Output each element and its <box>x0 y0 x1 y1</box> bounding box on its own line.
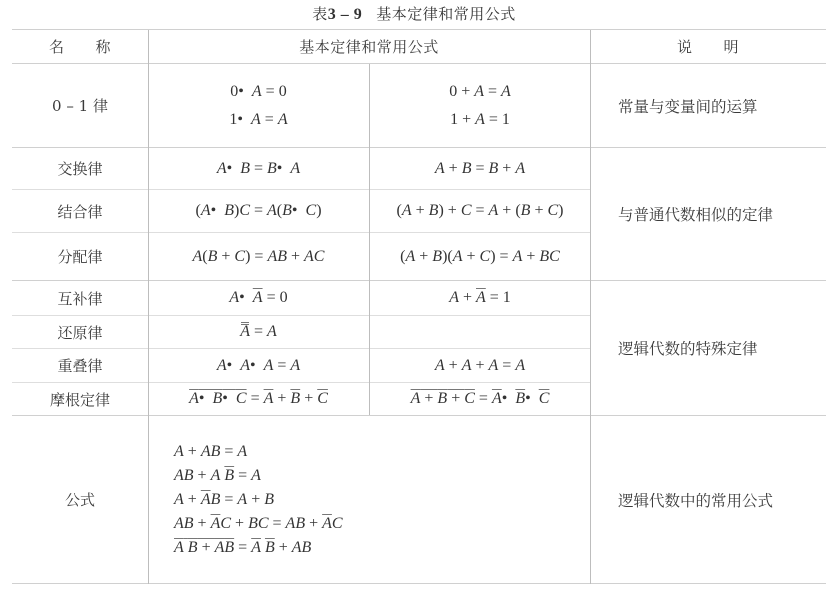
formula-associative-or: (A + B) + C = A + (B + C) <box>396 202 564 219</box>
caption-prefix: 表 <box>312 5 328 23</box>
formula-commutative-or: A + B = B + A <box>434 159 526 177</box>
formula-complement-or: $A + \overline{A} = 1$ <box>449 289 511 306</box>
formula-common-list <box>174 416 584 583</box>
formula-distributive-and: A(B + C) = AB + AC <box>192 247 325 265</box>
formula-xnor: A B + AB = $\overline{A}$ $\overline{B}$ + AB <box>174 538 312 556</box>
formula-de-morgan-and: A• B• $C = \overline{A} + \overline{B} + \overline{C}$ <box>189 390 328 407</box>
law-name-zero-one: 0 – 1 律 <box>52 97 108 115</box>
caption-text: 基本定律和常用公式 <box>376 5 516 23</box>
header-description: 说 明 <box>676 38 739 56</box>
caption-number: 3 – 9 <box>327 6 363 23</box>
law-name-idempotent: 重叠律 <box>57 357 103 375</box>
law-name-involution: 还原律 <box>57 323 103 342</box>
formula-involution: A = A <box>240 323 277 340</box>
formula-zero-one-and <box>148 64 369 147</box>
formula-line: 0 + A = A <box>449 82 511 100</box>
law-name-associative: 结合律 <box>57 202 103 221</box>
formula-de-morgan-or: $A + B + C = \overline{A}•$ $\overline{B}•$ $\overline{C}$ <box>410 390 550 407</box>
formula-redundancy: $A + \overline{A}B = A + B$ <box>174 490 274 508</box>
formula-line: 1 + A = 1 <box>450 110 510 128</box>
rule-bottom <box>12 583 826 584</box>
description-constants: 常量与变量间的运算 <box>618 97 758 116</box>
table-caption <box>0 3 828 24</box>
header-formulas: 基本定律和常用公式 <box>299 38 439 56</box>
formula-idempotent-or: A + A + A = A <box>434 356 526 374</box>
law-name-de-morgan: 摩根定律 <box>49 390 110 409</box>
formula-line: 0• A = 0 <box>230 82 287 100</box>
formula-associative-and: (A• B)C = A(B• C) <box>195 202 322 219</box>
description-special-laws: 逻辑代数的特殊定律 <box>618 340 758 358</box>
formula-commutative-and: A• B = B• A <box>216 159 301 177</box>
formula-consensus: AB + $\overline{A}C$ + BC = AB + $\overline{A}C$ <box>174 514 343 532</box>
law-name-formulas: 公式 <box>64 491 95 509</box>
formula-complement-and: A• $\overline{A} = 0$ <box>229 289 288 306</box>
formula-line: 1• A = A <box>229 110 288 128</box>
formula-zero-one-or <box>370 64 590 147</box>
formula-absorption: A + AB = A <box>174 442 248 460</box>
law-name-commutative: 交换律 <box>57 160 103 178</box>
formula-involution-or-empty <box>370 316 590 348</box>
formula-idempotent-and: A• A• A = A <box>216 356 301 374</box>
description-ordinary-algebra: 与普通代数相似的定律 <box>618 206 774 224</box>
formula-adjacency: AB + A $\overline{B} = A$ <box>174 466 261 484</box>
description-common-formulas: 逻辑代数中的常用公式 <box>618 491 774 510</box>
header-name: 名 称 <box>48 38 111 56</box>
law-name-complement: 互补律 <box>57 289 103 308</box>
law-name-distributive: 分配律 <box>57 248 103 266</box>
formula-distributive-or: (A + B)(A + C) = A + BC <box>400 247 560 265</box>
